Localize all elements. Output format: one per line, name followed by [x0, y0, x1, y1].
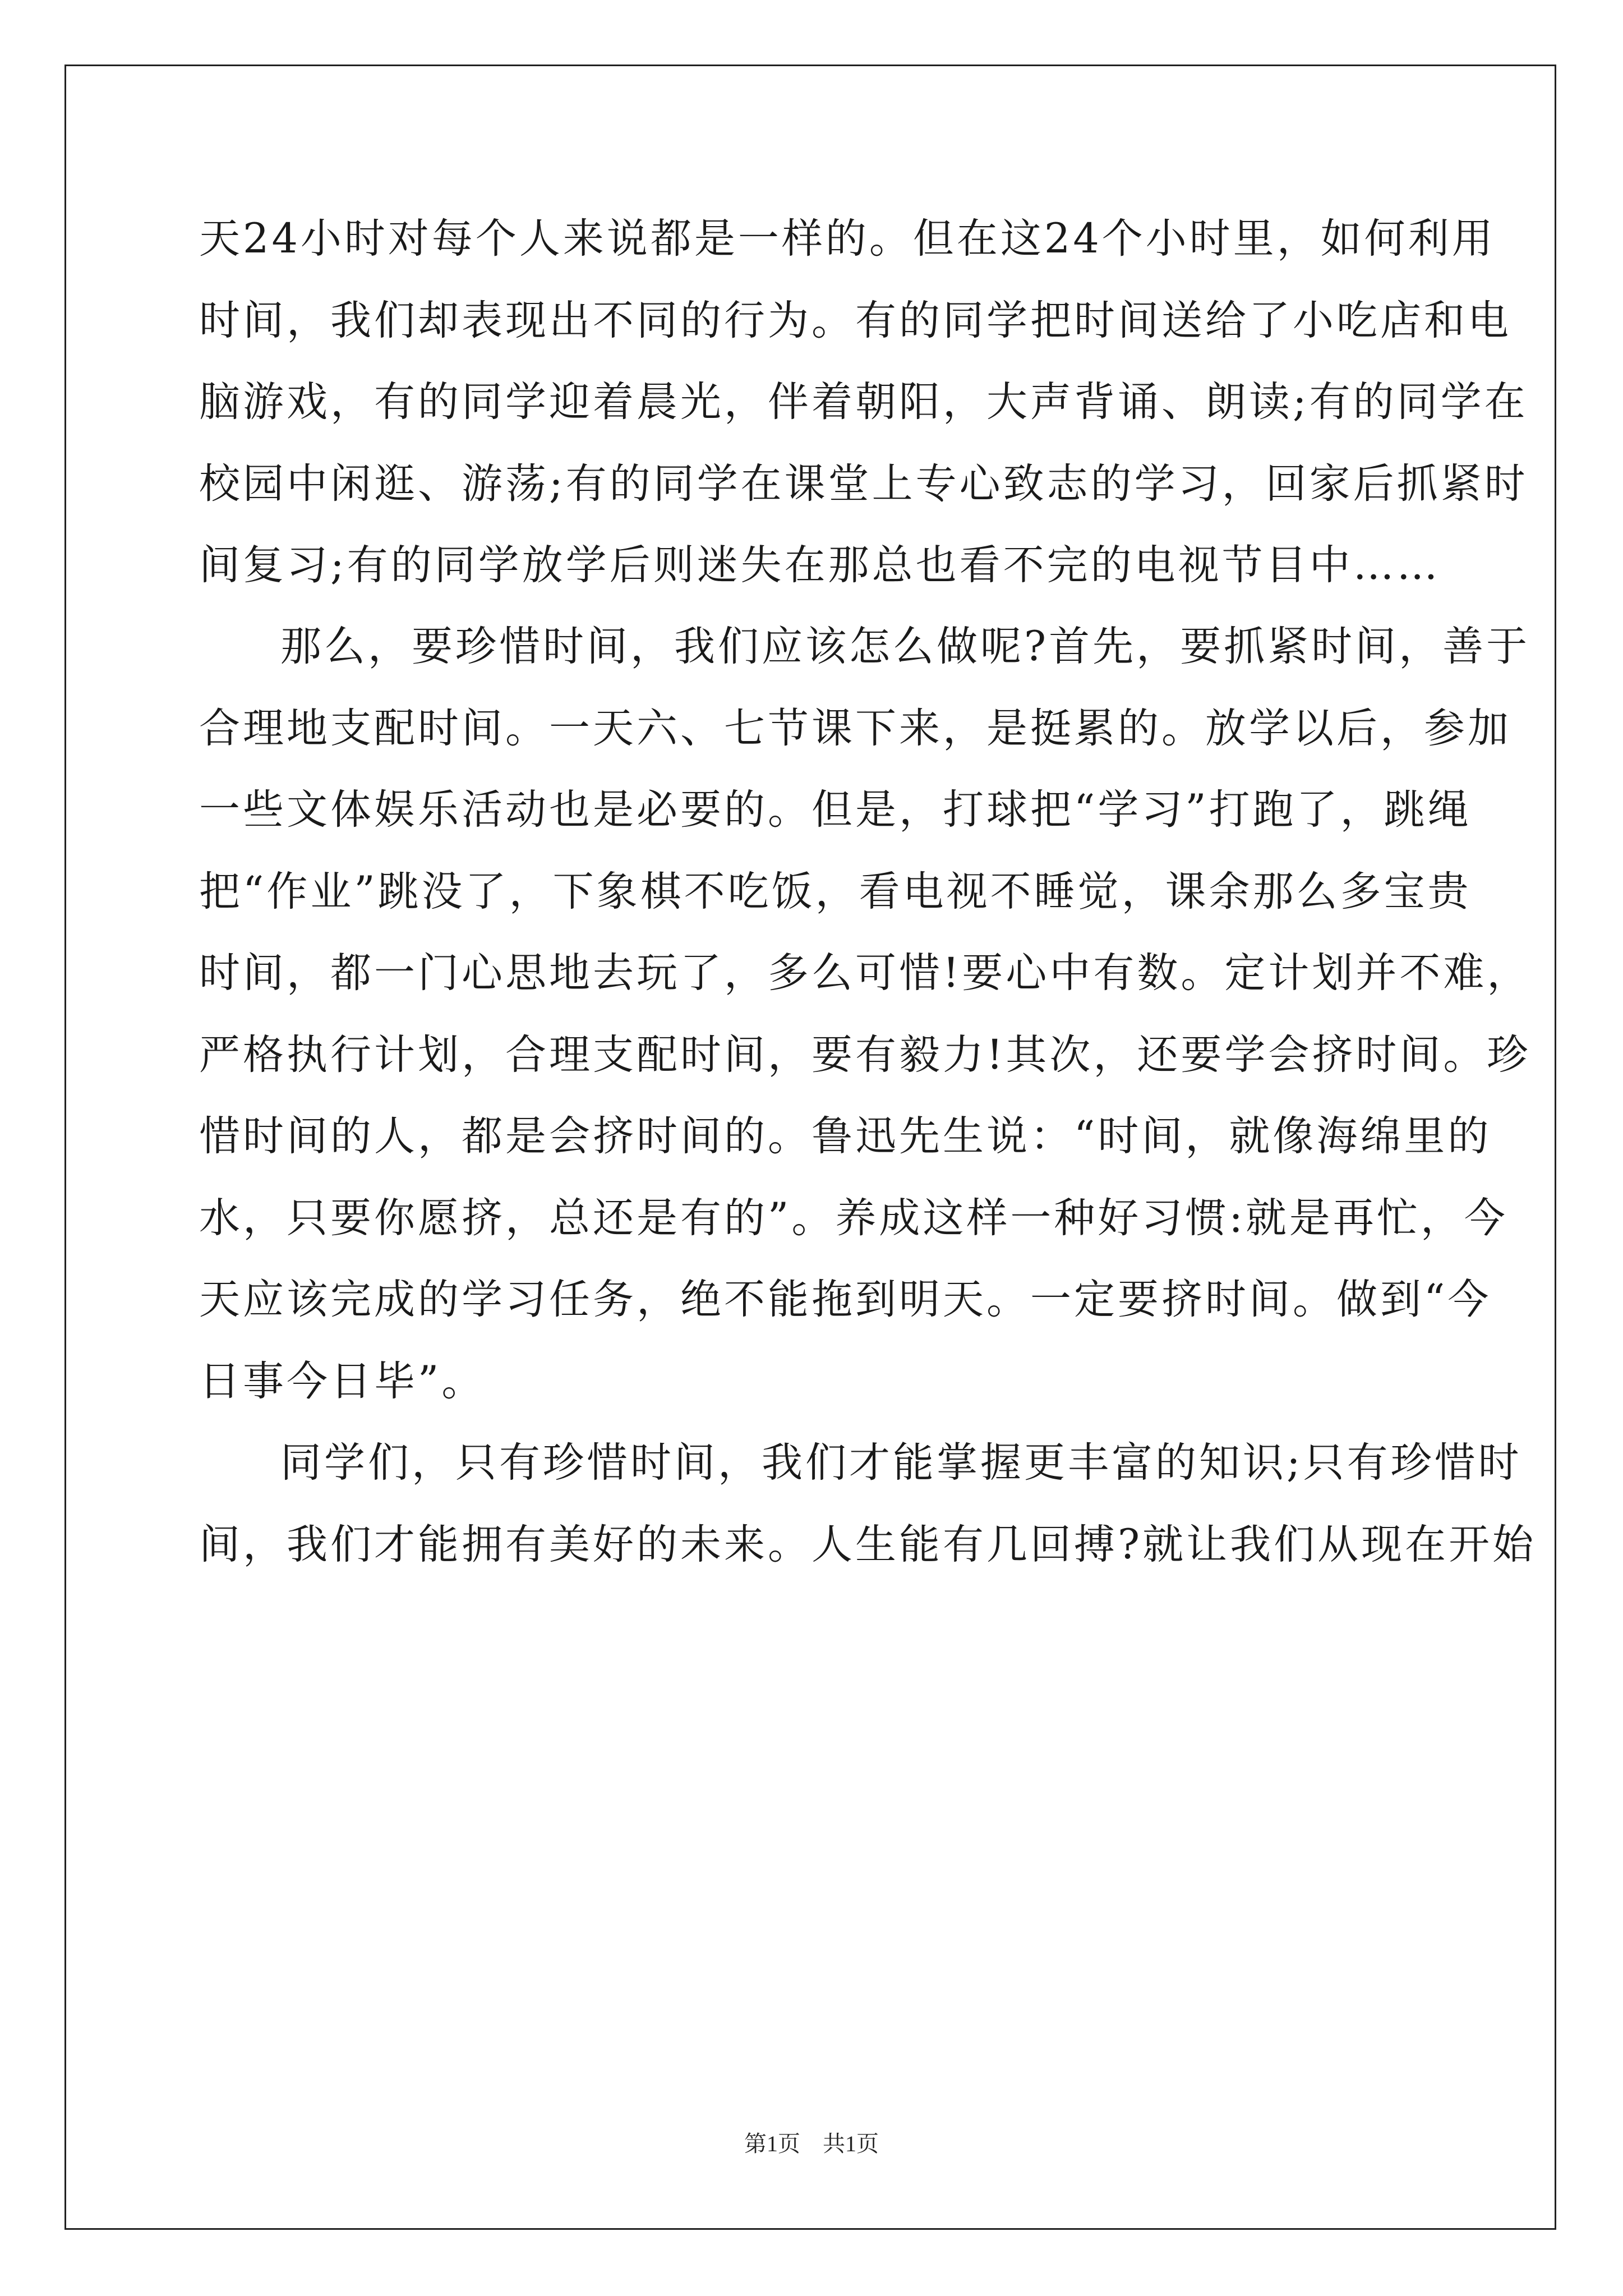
- text-line: 严格执行计划，合理支配时间，要有毅力!其次，还要学会挤时间。珍: [199, 1031, 1531, 1079]
- text-line: 把“作业”跳没了，下象棋不吃饭，看电视不睡觉，课余那么多宝贵: [199, 868, 1472, 915]
- text-line: 脑游戏，有的同学迎着晨光，伴着朝阳，大声背诵、朗读;有的同学在: [199, 378, 1528, 426]
- text-line: 一些文体娱乐活动也是必要的。但是，打球把“学习”打跑了，跳绳: [199, 786, 1472, 834]
- text-line: 合理地支配时间。一天六、七节课下来，是挺累的。放学以后，参加: [199, 705, 1511, 752]
- text-line: 天24小时对每个人来说都是一样的。但在这24个小时里，如何利用: [199, 215, 1496, 263]
- text-line: 惜时间的人，都是会挤时间的。鲁迅先生说：“时间，就像海绵里的: [199, 1112, 1492, 1160]
- paragraph-first-line: 那么，要珍惜时间，我们应该怎么做呢?首先，要抓紧时间，善于: [280, 623, 1530, 670]
- text-line: 时间，都一门心思地去玩了，多么可惜!要心中有数。定计划并不难，: [199, 949, 1531, 997]
- text-line: 日事今日毕”。: [199, 1358, 486, 1405]
- text-line: 校园中闲逛、游荡;有的同学在课堂上专心致志的学习，回家后抓紧时: [199, 460, 1528, 508]
- text-line: 间复习;有的同学放学后则迷失在那总也看不完的电视节目中……: [199, 541, 1441, 589]
- text-line: 时间，我们却表现出不同的行为。有的同学把时间送给了小吃店和电: [199, 297, 1511, 344]
- text-line: 水，只要你愿挤，总还是有的”。养成这样一种好习惯:就是再忙，今: [199, 1194, 1508, 1242]
- text-line: 间，我们才能拥有美好的未来。人生能有几回搏?就让我们从现在开始: [199, 1521, 1537, 1568]
- paragraph-first-line: 同学们，只有珍惜时间，我们才能掌握更丰富的知识;只有珍惜时: [280, 1439, 1522, 1487]
- page-number-footer: 第1页 共1页: [744, 2131, 879, 2156]
- text-line: 天应该完成的学习任务，绝不能拖到明天。一定要挤时间。做到“今: [199, 1276, 1492, 1323]
